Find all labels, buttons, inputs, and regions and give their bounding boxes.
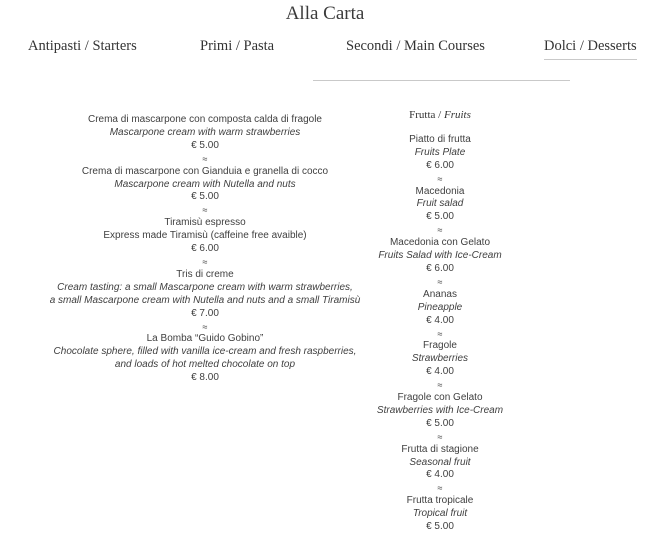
item-description: a small Mascarpone cream with Nutella and nuts and a small Tiramisù bbox=[49, 294, 361, 306]
item-name: Crema di mascarpone con Gianduia e granella di cocco bbox=[81, 165, 329, 177]
item-description: Pineapple bbox=[417, 301, 463, 313]
menu-item bbox=[330, 444, 550, 483]
item-name: Fragole con Gelato bbox=[397, 392, 483, 404]
item-price: € 6.00 bbox=[191, 243, 219, 255]
item-name: Piatto di frutta bbox=[409, 133, 471, 145]
item-description: Cream tasting: a small Mascarpone cream with warm strawberries, bbox=[57, 281, 353, 293]
item-description: Fruit salad bbox=[416, 198, 464, 210]
item-description: Fruits Salad with Ice-Cream bbox=[378, 250, 502, 262]
item-separator: ≈ bbox=[202, 153, 208, 164]
item-separator: ≈ bbox=[202, 205, 208, 216]
item-separator: ≈ bbox=[437, 225, 443, 236]
menu-item bbox=[30, 333, 380, 385]
item-price: € 8.00 bbox=[191, 372, 219, 384]
item-name: Frutta di stagione bbox=[401, 443, 479, 455]
item-price: € 6.00 bbox=[426, 262, 454, 274]
menu-item bbox=[330, 186, 550, 225]
item-description: Strawberries bbox=[411, 353, 469, 365]
item-price: € 4.00 bbox=[426, 469, 454, 481]
item-name: Macedonia bbox=[415, 185, 465, 197]
item-description: Mascarpone cream with Nutella and nuts bbox=[114, 178, 296, 190]
item-name: Ananas bbox=[423, 288, 457, 300]
item-name: Macedonia con Gelato bbox=[389, 237, 491, 249]
fruit-column bbox=[330, 109, 550, 534]
category-tabs bbox=[0, 38, 650, 68]
section-heading-en: Fruits bbox=[443, 109, 471, 121]
section-heading bbox=[330, 109, 550, 122]
item-description: Express made Tiramisù (caffeine free avaible) bbox=[103, 230, 307, 242]
menu-item bbox=[330, 340, 550, 379]
item-name: Tiramisù espresso bbox=[164, 217, 246, 229]
menu-item bbox=[330, 495, 550, 534]
tab-starters[interactable]: Antipasti / Starters bbox=[28, 38, 137, 54]
item-separator: ≈ bbox=[437, 431, 443, 442]
item-separator: ≈ bbox=[202, 256, 208, 267]
item-separator: ≈ bbox=[437, 328, 443, 339]
menu-item bbox=[30, 166, 380, 205]
item-separator: ≈ bbox=[437, 483, 443, 494]
item-name: Tris di creme bbox=[176, 268, 234, 280]
item-name: La Bomba “Guido Gobino” bbox=[146, 333, 264, 345]
item-price: € 5.00 bbox=[426, 211, 454, 223]
item-description: Fruits Plate bbox=[414, 146, 466, 158]
tab-desserts[interactable]: Dolci / Desserts bbox=[544, 38, 637, 60]
item-price: € 4.00 bbox=[426, 366, 454, 378]
tab-main-courses[interactable]: Secondi / Main Courses bbox=[346, 38, 485, 54]
item-price: € 5.00 bbox=[191, 191, 219, 203]
menu-item bbox=[330, 289, 550, 328]
section-heading-it: Frutta / bbox=[409, 109, 444, 121]
item-description: Tropical fruit bbox=[412, 508, 468, 520]
item-separator: ≈ bbox=[437, 276, 443, 287]
item-price: € 5.00 bbox=[191, 139, 219, 151]
item-name: Fragole bbox=[423, 340, 457, 352]
page-title: Alla Carta bbox=[285, 3, 365, 24]
item-name: Crema di mascarpone con composta calda di fragole bbox=[87, 114, 322, 125]
tab-pasta[interactable]: Primi / Pasta bbox=[200, 38, 275, 54]
item-price: € 5.00 bbox=[426, 417, 454, 429]
item-separator: ≈ bbox=[437, 173, 443, 184]
menu-item bbox=[30, 114, 380, 153]
item-separator: ≈ bbox=[202, 321, 208, 332]
menu-item bbox=[30, 217, 380, 256]
item-description: Chocolate sphere, filled with vanilla ice-cream and fresh raspberries, bbox=[53, 346, 357, 358]
menu-item bbox=[330, 134, 550, 173]
item-description: and loads of hot melted chocolate on top bbox=[114, 359, 296, 371]
item-price: € 6.00 bbox=[426, 159, 454, 171]
menu-item bbox=[330, 392, 550, 431]
item-separator: ≈ bbox=[437, 380, 443, 391]
menu-item bbox=[330, 237, 550, 276]
item-price: € 5.00 bbox=[426, 521, 454, 533]
menu-item bbox=[30, 269, 380, 321]
item-name: Frutta tropicale bbox=[406, 495, 474, 507]
tab-divider bbox=[313, 80, 570, 81]
desserts-column bbox=[30, 114, 380, 385]
item-description: Seasonal fruit bbox=[409, 456, 471, 468]
item-price: € 7.00 bbox=[191, 307, 219, 319]
item-description: Strawberries with Ice-Cream bbox=[376, 404, 504, 416]
item-description: Mascarpone cream with warm strawberries bbox=[109, 126, 301, 138]
item-price: € 4.00 bbox=[426, 314, 454, 326]
